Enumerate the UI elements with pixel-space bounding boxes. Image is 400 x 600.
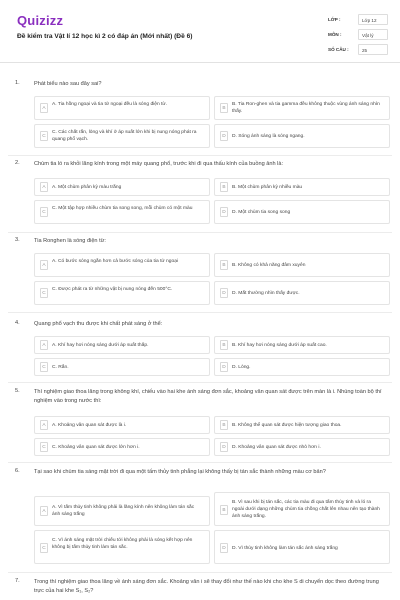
option-text: A. Khí hay hơi nóng sáng dưới áp suất thấp. [52, 343, 149, 348]
option-text: B. Vì sau khi bị tán sắc, các tia màu đi qua tấm thủy tinh và ló ra ngoài dưới dạng những chùm tia chồng chất lên nhau nên tạo thành ánh sáng trắng. [232, 500, 380, 519]
option-c[interactable] [34, 530, 210, 564]
question-text: Tia Ronghen là sóng điện từ: [34, 238, 106, 244]
option-text: D. Mắt thường nhìn thấy được. [232, 291, 300, 296]
option-text: C. Vì ánh sáng mặt trời chiếu tới không phải là sóng kết hợp nên không bị tấm thủy tinh làm tán sắc. [52, 538, 193, 550]
option-text: D. Khoảng vân quan sát được nhỏ hơn i. [232, 445, 321, 450]
option-text: C. Khoảng vân quan sát được lớn hơn i. [52, 445, 140, 450]
question-divider [8, 462, 392, 463]
option-text: C. Các chất rắn, lỏng và khí ở áp suất lớn khi bị nung nóng phát ra quang phổ vạch. [52, 130, 197, 142]
document-meta [328, 14, 394, 59]
option-letter: A [40, 340, 48, 350]
option-letter: B [220, 260, 228, 270]
option-b[interactable] [214, 178, 390, 196]
option-text: B. Một chùm phân kỳ nhiều màu [232, 185, 303, 190]
meta-row-subject [328, 29, 394, 44]
option-text: A. Tia hồng ngoại và tia tử ngoại đều là sóng điện từ. [52, 102, 168, 107]
option-letter: B [220, 103, 228, 113]
question-divider [8, 155, 392, 156]
option-a[interactable] [34, 416, 210, 434]
option-b[interactable] [214, 96, 390, 120]
option-d[interactable] [214, 530, 390, 564]
option-letter: A [40, 506, 48, 516]
option-b[interactable] [214, 253, 390, 277]
option-text: D. Sóng ánh sáng là sóng ngang. [232, 134, 305, 139]
question-text: Tại sao khi chùm tia sáng mặt trời đi qua một tấm thủy tinh phẳng lại không thấy bị tán sắc thành những màu cơ bản? [34, 469, 326, 475]
option-letter: C [40, 207, 48, 217]
question-divider [8, 232, 392, 233]
option-d[interactable] [214, 358, 390, 376]
document-header [0, 0, 400, 63]
option-text: A. Có bước sóng ngắn hơn cả bước sóng của tia tử ngoại [52, 259, 179, 264]
option-letter: B [220, 182, 228, 192]
option-letter: C [40, 543, 48, 553]
option-letter: A [40, 260, 48, 270]
meta-row-class [328, 14, 394, 29]
document-title: Đề kiểm tra Vật lí 12 học kì 2 có đáp án (Mới nhất) (Đề 6) [17, 33, 193, 40]
option-text: A. Một chùm phân kỳ màu trắng [52, 185, 122, 190]
meta-value: 25 [358, 44, 388, 55]
option-d[interactable] [214, 200, 390, 224]
option-letter: A [40, 103, 48, 113]
option-text: B. Khí hay hơi nóng sáng dưới áp suất cao. [232, 343, 327, 348]
option-letter: B [220, 340, 228, 350]
option-letter: D [220, 288, 228, 298]
question-number: 7. [15, 578, 20, 584]
meta-value: Vật lý [358, 29, 388, 40]
option-text: D. Vì thủy tinh không làm tán sắc ánh sáng trắng [232, 546, 338, 551]
option-d[interactable] [214, 281, 390, 305]
meta-value: Lớp 12 [358, 14, 388, 25]
option-letter: C [40, 131, 48, 141]
option-a[interactable] [34, 96, 210, 120]
meta-label: SỐ CÂU : [328, 47, 349, 52]
option-letter: C [40, 288, 48, 298]
option-b[interactable] [214, 336, 390, 354]
quizizz-logo[interactable]: Quizizz [17, 13, 64, 28]
meta-label: LỚP : [328, 17, 341, 22]
option-text: C. Rắn. [52, 365, 69, 370]
option-b[interactable] [214, 416, 390, 434]
question-text: Thí nghiệm giao thoa lăng trong không khí, chiếu vào hai khe ánh sáng đơn sắc, khoảng vân quan sát được trên màn là i. Nhúng toàn bộ thí nghiệm vào trong nước thì: [34, 389, 382, 404]
question-text: Phát biểu nào sau đây sai? [34, 81, 102, 87]
option-letter: D [220, 131, 228, 141]
option-text: A. Khoảng vân quan sát được là i. [52, 423, 127, 428]
option-letter: D [220, 442, 228, 452]
option-letter: A [40, 420, 48, 430]
question-text: Trong thí nghiệm giao thoa lăng về ánh sáng đơn sắc. Khoảng vân i sẽ thay đổi như thế nào khi cho khe S di chuyển dọc theo đường trung trực của hai khe S₁, S₂? [34, 579, 379, 594]
option-letter: B [220, 420, 228, 430]
option-a[interactable] [34, 336, 210, 354]
option-c[interactable] [34, 124, 210, 148]
option-letter: C [40, 362, 48, 372]
question-number: 5. [15, 388, 20, 394]
question-number: 4. [15, 320, 20, 326]
option-c[interactable] [34, 438, 210, 456]
option-text: C. Được phát ra từ những vật bị nung nóng đến 500°C. [52, 287, 173, 292]
option-a[interactable] [34, 496, 210, 526]
option-text: B. Không thể quan sát được hiện tượng giao thoa. [232, 423, 342, 428]
question-text: Chùm tia ló ra khỏi lăng kính trong một máy quang phổ, trước khi đi qua thấu kính của buồng ảnh là: [34, 161, 284, 167]
option-c[interactable] [34, 200, 210, 224]
option-b[interactable] [214, 492, 390, 526]
option-c[interactable] [34, 281, 210, 305]
meta-row-question-count [328, 44, 394, 59]
question-number: 3. [15, 237, 20, 243]
question-divider [8, 572, 392, 573]
option-letter: D [220, 543, 228, 553]
option-d[interactable] [214, 438, 390, 456]
question-divider [8, 382, 392, 383]
option-letter: C [40, 442, 48, 452]
option-text: A. Vì tấm thủy tinh không phải là lăng kính nên không làm tán sắc ánh sáng trắng [52, 505, 195, 517]
option-text: D. Một chùm tia song song [232, 210, 291, 215]
option-letter: D [220, 362, 228, 372]
option-text: C. Một tập hợp nhiều chùm tia song song, mỗi chùm có một màu [52, 206, 193, 211]
option-letter: A [40, 182, 48, 192]
option-c[interactable] [34, 358, 210, 376]
question-number: 6. [15, 468, 20, 474]
option-d[interactable] [214, 124, 390, 148]
question-divider [8, 312, 392, 313]
option-text: D. Lỏng. [232, 365, 251, 370]
question-number: 1. [15, 80, 20, 86]
option-a[interactable] [34, 253, 210, 277]
option-letter: B [220, 505, 228, 515]
question-number: 2. [15, 160, 20, 166]
option-text: B. Tia Ron-ghen và tia gamma đều không thuộc vùng ánh sáng nhìn thấy. [232, 102, 380, 114]
question-text: Quang phổ vạch thu được khi chất phát sáng ở thể: [34, 321, 163, 327]
option-text: B. Không có khả năng đâm xuyên [232, 263, 306, 268]
option-a[interactable] [34, 178, 210, 196]
meta-label: MÔN : [328, 32, 342, 37]
option-letter: D [220, 207, 228, 217]
